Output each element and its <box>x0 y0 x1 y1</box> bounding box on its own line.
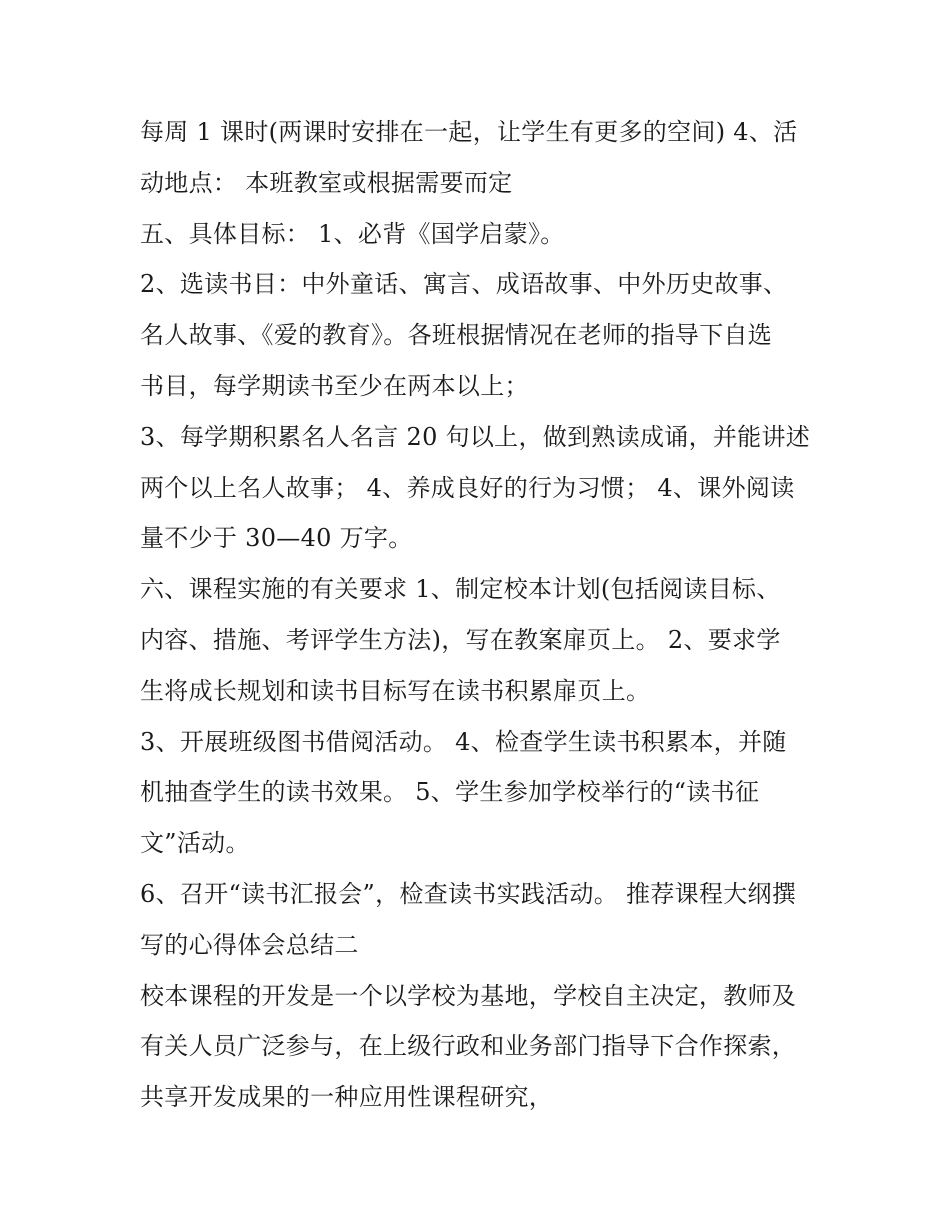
text-line: 3、开展班级图书借阅活动。 4、检查学生读书积累本，并随 <box>140 727 787 756</box>
text-line: 文”活动。 <box>140 829 250 858</box>
text-line: 写的心得体会总结二 <box>140 930 359 959</box>
text-line: 书目，每学期读书至少在两本以上； <box>140 371 529 400</box>
text-line: 名人故事、《爱的教育》。各班根据情况在老师的指导下自选 <box>140 321 773 350</box>
text-line: 共享开发成果的一种应用性课程研究， <box>140 1083 554 1112</box>
text-line: 3、每学期积累名人名言 20 句以上，做到熟读成诵，并能讲述 <box>140 422 811 451</box>
text-line: 机抽查学生的读书效果。 5、学生参加学校举行的“读书征 <box>140 778 760 807</box>
text-line: 六、课程实施的有关要求 1、制定校本计划(包括阅读目标、 <box>140 575 781 604</box>
text-line: 2、选读书目：中外童话、寓言、成语故事、中外历史故事、 <box>140 270 788 299</box>
text-line: 量不少于 30—40 万字。 <box>140 524 413 553</box>
body-text <box>140 107 830 1123</box>
text-line: 生将成长规划和读书目标写在读书积累扉页上。 <box>140 676 651 705</box>
text-line: 有关人员广泛参与，在上级行政和业务部门指导下合作探索， <box>140 1032 797 1061</box>
text-line: 两个以上名人故事； 4、养成良好的行为习惯； 4、课外阅读 <box>140 473 795 502</box>
text-line: 内容、措施、考评学生方法)，写在教案扉页上。 2、要求学 <box>140 625 781 654</box>
text-line: 6、召开“读书汇报会”，检查读书实践活动。 推荐课程大纲撰 <box>140 879 797 908</box>
text-line: 校本课程的开发是一个以学校为基地，学校自主决定，教师及 <box>140 981 797 1010</box>
text-line: 每周 1 课时(两课时安排在一起，让学生有更多的空间) 4、活 <box>140 118 798 146</box>
text-line: 动地点： 本班教室或根据需要而定 <box>140 168 513 197</box>
text-line: 五、具体目标： 1、必背《国学启蒙》。 <box>140 219 565 248</box>
